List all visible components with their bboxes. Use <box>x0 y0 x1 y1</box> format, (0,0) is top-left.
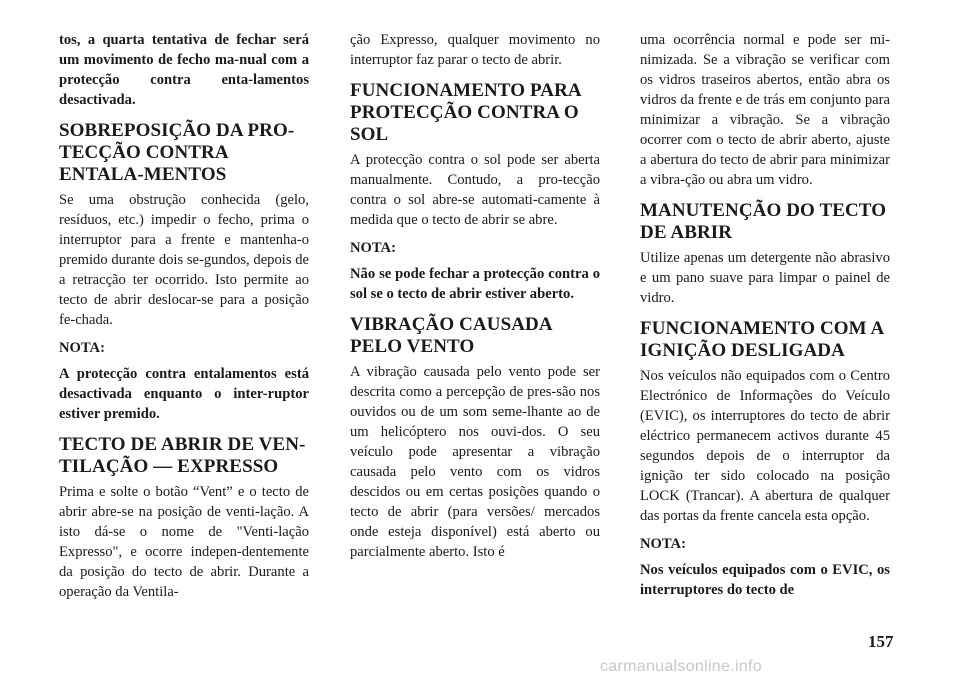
paragraph-continuation: uma ocorrência normal e pode ser mi-nimizada. Se a vibração se verificar com os vidros traseiros abertos, então abra os vidros da frente e de trás em conjunto para minimizar a vibração. Se a vibração ocorrer com o tecto de abrir aberto, ajuste a abertura do tecto de abrir para minimizar a vibra-ção ou abra um vidro. <box>640 32 890 188</box>
paragraph-sunroof-maintenance: Utilize apenas um detergente não abrasivo e um pano suave para limpar o painel de vidro. <box>640 250 890 306</box>
note-text: Não se pode fechar a protecção contra o sol se o tecto de abrir estiver aberto. <box>350 266 600 302</box>
paragraph-wind-buffeting: A vibração causada pelo vento pode ser descrita como a percepção de pres-são nos ouvidos ou de um som seme-lhante ao de um helicóptero nos ouvi-dos. O seu veículo pode apresentar a vibração causada pelo vento com os vidros descidos ou em certas posições quando o tecto de abrir (para versões/ mercados onde esteja disponível) está aberto ou parcialmente aberto. Isto é <box>350 364 600 560</box>
paragraph-continuation: tos, a quarta tentativa de fechar será um movimento de fecho ma-nual com a protecção contra enta-lamentos desactivada. <box>59 32 309 108</box>
heading-sunroof-maintenance: MANUTENÇÃO DO TECTO DE ABRIR <box>640 200 887 243</box>
note-label: NOTA: <box>59 340 105 356</box>
paragraph-continuation: ção Expresso, qualquer movimento no interruptor faz parar o tecto de abrir. <box>350 32 600 68</box>
heading-ignition-off-operation: FUNCIONAMENTO COM A IGNIÇÃO DESLIGADA <box>640 318 884 361</box>
watermark: carmanualsonline.info <box>600 658 762 675</box>
note-label: NOTA: <box>350 240 396 256</box>
paragraph-express-vent: Prima e solte o botão “Vent” e o tecto de abrir abre-se na posição de venti-lação. A isto dá-se o nome de "Venti-lação Expresso", e ocorre indepen-dentemente da posição do tecto de abrir. Durante a operação da Ventila- <box>59 484 309 600</box>
note-label: NOTA: <box>640 536 686 552</box>
paragraph-sunshade: A protecção contra o sol pode ser aberta manualmente. Contudo, a pro-tecção contra o sol abre-se automati-camente à medida que o tecto de abrir se abre. <box>350 152 600 228</box>
paragraph-anti-pinch-override: Se uma obstrução conhecida (gelo, resíduos, etc.) impedir o fecho, prima o interruptor para a frente e mantenha-o premido durante dois se-gundos, depois de a retracção ter ocorrido. Isto permite ao tecto de abrir deslocar-se para a posição fe-chada. <box>59 192 309 328</box>
heading-express-vent: TECTO DE ABRIR DE VEN-TILAÇÃO — EXPRESSO <box>59 434 306 477</box>
note-text: Nos veículos equipados com o EVIC, os interruptores do tecto de <box>640 562 890 598</box>
column-left <box>59 30 309 602</box>
column-right <box>640 30 890 600</box>
note-text: A protecção contra entalamentos está desactivada enquanto o inter-ruptor estiver premido. <box>59 366 309 422</box>
heading-sunshade: FUNCIONAMENTO PARA PROTECÇÃO CONTRA O SOL <box>350 80 581 145</box>
column-middle <box>350 30 600 562</box>
heading-wind-buffeting: VIBRAÇÃO CAUSADA PELO VENTO <box>350 314 552 357</box>
heading-anti-pinch-override: SOBREPOSIÇÃO DA PRO-TECÇÃO CONTRA ENTALA-MENTOS <box>59 120 295 185</box>
paragraph-ignition-off-operation: Nos veículos não equipados com o Centro Electrónico de Informações do Veículo (EVIC), os interruptores do tecto de abrir eléctrico permanecem activos durante 45 segundos depois de o interruptor da ignição ter sido colocado na posição LOCK (Trancar). A abertura de qualquer das portas da frente cancela esta opção. <box>640 368 890 524</box>
page-number: 157 <box>868 632 894 651</box>
